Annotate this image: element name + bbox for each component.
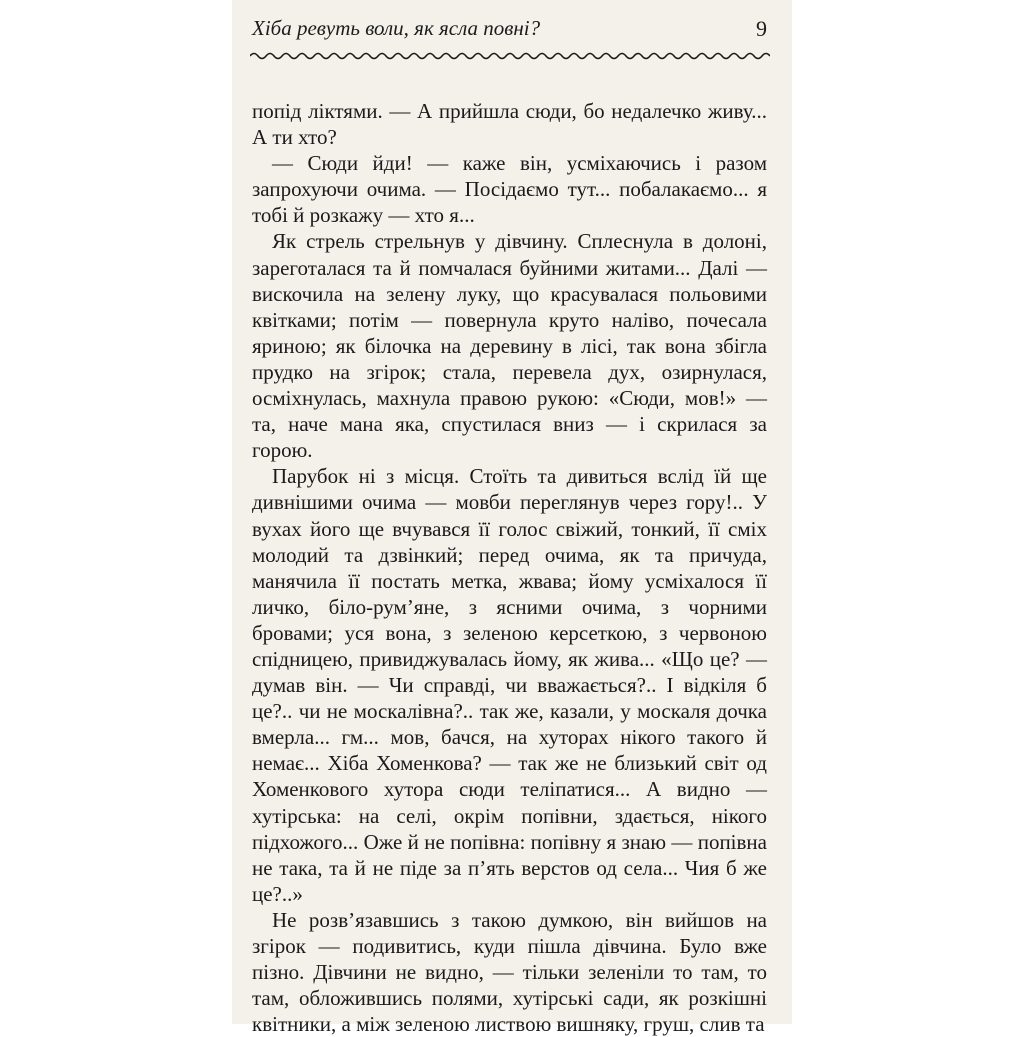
paragraph: — Сюди йди! — каже він, усміхаючись і разом запрохуючи очима. — Посідаємо тут... побалакаємо... я тобі й розкажу — хто я... bbox=[252, 151, 767, 228]
body-text bbox=[252, 98, 767, 1037]
running-title: Хіба ревуть воли, як ясла повні? bbox=[252, 16, 541, 40]
paragraph: Не розв’язавшись з такою думкою, він вийшов на згірок — подивитись, куди пішла дівчина. Було вже пізно. Дівчини не видно, — тільки зеленіли то там, то там, обложившись полями, хутірські сади, як розкішні квітники, а між зеленою листвою вишняку, груш, слив та bbox=[252, 907, 767, 1037]
paragraph: Парубок ні з місця. Стоїть та дивиться вслід їй ще дивнішими очима — мовби переглянув через гору!.. У вухах його ще вчувався її голос свіжий, тонкий, її сміх молодий та дзвінкий; перед очима, як та причуда, манячила її постать метка, жвава; йому усміхалося її личко, біло-рум’яне, з ясними очима, з чорними бровами; уся вона, з зеленою керсеткою, з червоною спідницею, привиджувалась йому, як жива... «Що це? — думав він. — Чи справді, чи вважається?.. І відкіля б це?.. чи не москалівна?.. так же, казали, у москаля дочка вмерла... гм... мов, бачся, на хуторах нікого такого й немає... Хіба Хоменкова? — так же не близький світ од Хоменкового хутора сюди теліпатися... А видно — хутірська: на селі, окрім попівни, здається, нікого підхожого... Оже й не попівна: попівну я знаю — попівна не така, та й не піде за п’ять верстов од села... Чия б же це?..» bbox=[252, 464, 767, 906]
page-number: 9 bbox=[756, 16, 767, 41]
paragraph: Як стрель стрельнув у дівчину. Сплеснула в долоні, зареготалася та й помчалася буйними житами... Далі — вискочила на зелену луку, що красувалася польовими квітками; потім — повернула круто наліво, почесала яриною; як білочка на деревину в лісі, так вона збігла прудко на згірок; стала, перевела дух, озирнулася, осміхнулась, махнула правою рукою: «Сюди, мов!» — та, наче мана яка, спустилася вниз — і скрилася за горою. bbox=[252, 229, 767, 463]
wavy-divider bbox=[250, 50, 770, 62]
paragraph-continuation: попід ліктями. — А прийшла сюди, бо недалечко живу... А ти хто? bbox=[252, 99, 767, 150]
page-header bbox=[252, 16, 767, 46]
